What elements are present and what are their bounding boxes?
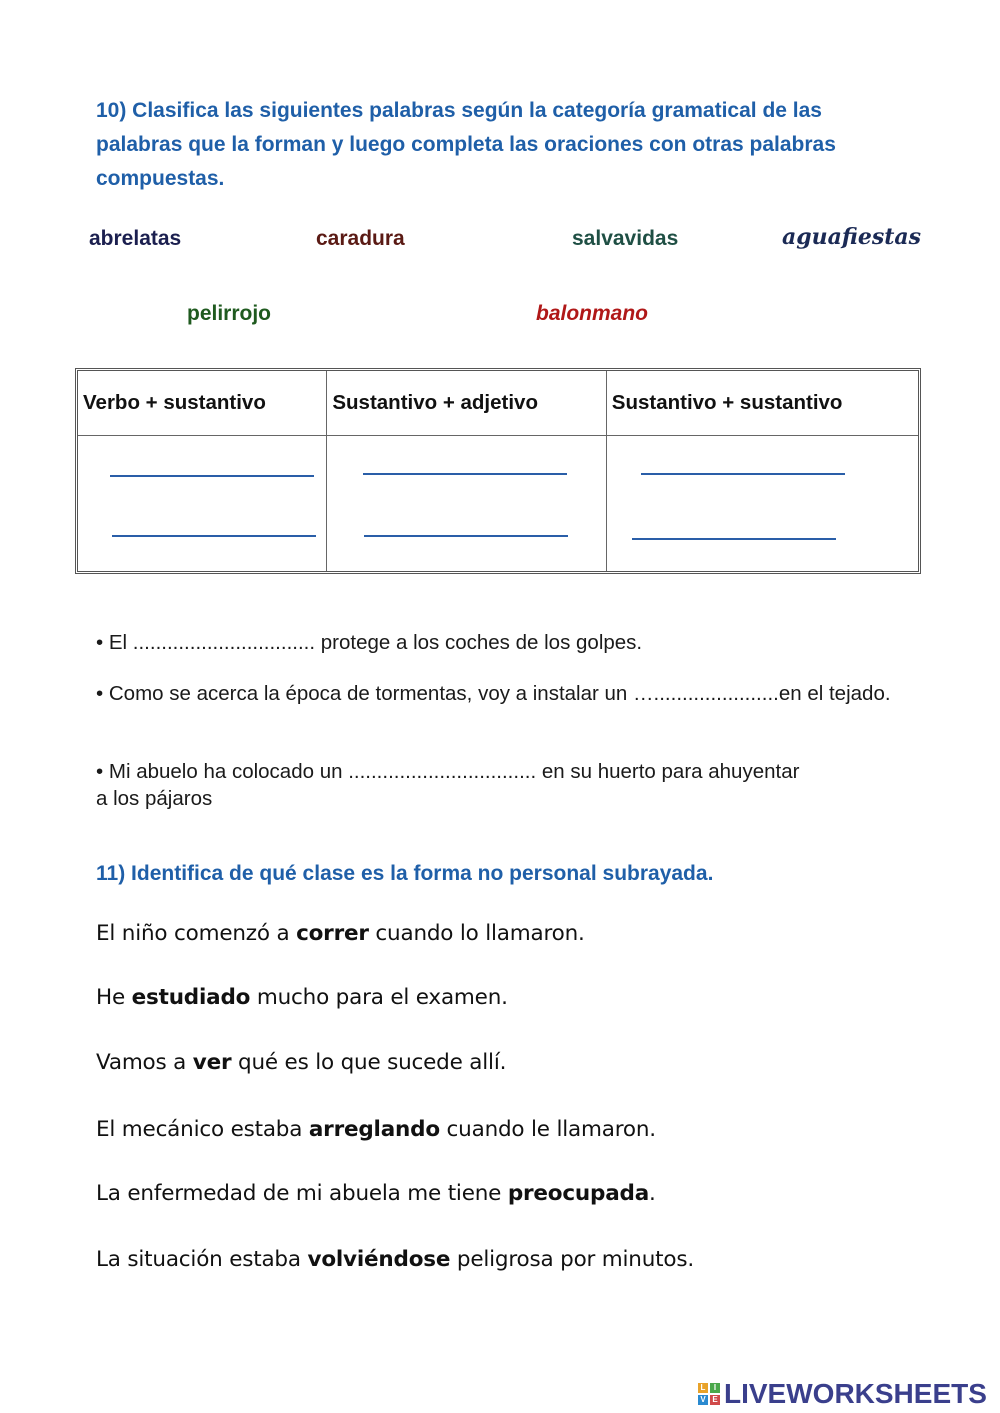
column-sustantivo-sustantivo bbox=[606, 436, 918, 572]
verb-form-estudiado: estudiado bbox=[131, 985, 251, 1010]
answer-blank-3-1[interactable] bbox=[641, 473, 845, 475]
word-caradura[interactable]: caradura bbox=[316, 227, 405, 250]
exercise-11-line-4[interactable]: El mecánico estaba arreglando cuando le llamaron. bbox=[96, 1117, 656, 1142]
header-verbo-sustantivo: Verbo + sustantivo bbox=[78, 371, 327, 436]
word-abrelatas[interactable]: abrelatas bbox=[89, 227, 182, 250]
exercise-11-line-5[interactable]: La enfermedad de mi abuela me tiene preocupada. bbox=[96, 1181, 656, 1206]
exercise-11-line-1[interactable]: El niño comenzó a correr cuando lo llamaron. bbox=[96, 921, 585, 946]
header-sustantivo-adjetivo: Sustantivo + adjetivo bbox=[327, 371, 606, 436]
liveworksheets-logo bbox=[698, 1378, 987, 1410]
exercise-11-title: 11) Identifica de qué clase es la forma no personal subrayada. bbox=[96, 862, 714, 885]
sentence-2[interactable]: • Como se acerca la época de tormentas, voy a instalar un …......................en el tejado. bbox=[96, 682, 891, 705]
exercise-10-title: 10) Clasifica las siguientes palabras según la categoría gramatical de las palabras que la forman y luego completa las oraciones con otras palabras compuestas. bbox=[96, 99, 836, 190]
answer-blank-2-2[interactable] bbox=[364, 535, 568, 537]
verb-form-volviendose: volviéndose bbox=[307, 1247, 451, 1272]
column-sustantivo-adjetivo bbox=[327, 436, 606, 572]
verb-form-arreglando: arreglando bbox=[308, 1117, 440, 1142]
liveworksheets-logo-text: LIVEWORKSHEETS bbox=[724, 1378, 987, 1409]
answer-blank-3-2[interactable] bbox=[632, 538, 836, 540]
liveworksheets-logo-icon: L I V E bbox=[698, 1383, 720, 1405]
exercise-11-line-6[interactable]: La situación estaba volviéndose peligrosa por minutos. bbox=[96, 1247, 694, 1272]
verb-form-preocupada: preocupada bbox=[507, 1181, 650, 1206]
exercise-11-line-2[interactable]: He estudiado mucho para el examen. bbox=[96, 985, 508, 1010]
classification-table bbox=[75, 368, 921, 574]
header-sustantivo-sustantivo: Sustantivo + sustantivo bbox=[606, 371, 918, 436]
verb-form-ver: ver bbox=[192, 1050, 232, 1075]
word-aguafiestas[interactable]: aguafiestas bbox=[782, 224, 922, 250]
exercise-11-line-3[interactable]: Vamos a ver qué es lo que sucede allí. bbox=[96, 1050, 507, 1075]
sentence-1[interactable]: • El ................................ protege a los coches de los golpes. bbox=[96, 631, 643, 654]
word-pelirrojo[interactable]: pelirrojo bbox=[187, 302, 272, 325]
word-balonmano[interactable]: balonmano bbox=[536, 302, 649, 325]
column-verbo-sustantivo bbox=[78, 436, 327, 572]
sentence-3[interactable]: • Mi abuelo ha colocado un ................................. en su huerto para ahuyentar a los pájaros bbox=[96, 760, 800, 810]
verb-form-correr: correr bbox=[296, 921, 369, 946]
answer-blank-1-1[interactable] bbox=[110, 475, 314, 477]
answer-blank-2-1[interactable] bbox=[363, 473, 567, 475]
answer-blank-1-2[interactable] bbox=[112, 535, 316, 537]
word-salvavidas[interactable]: salvavidas bbox=[572, 227, 679, 250]
